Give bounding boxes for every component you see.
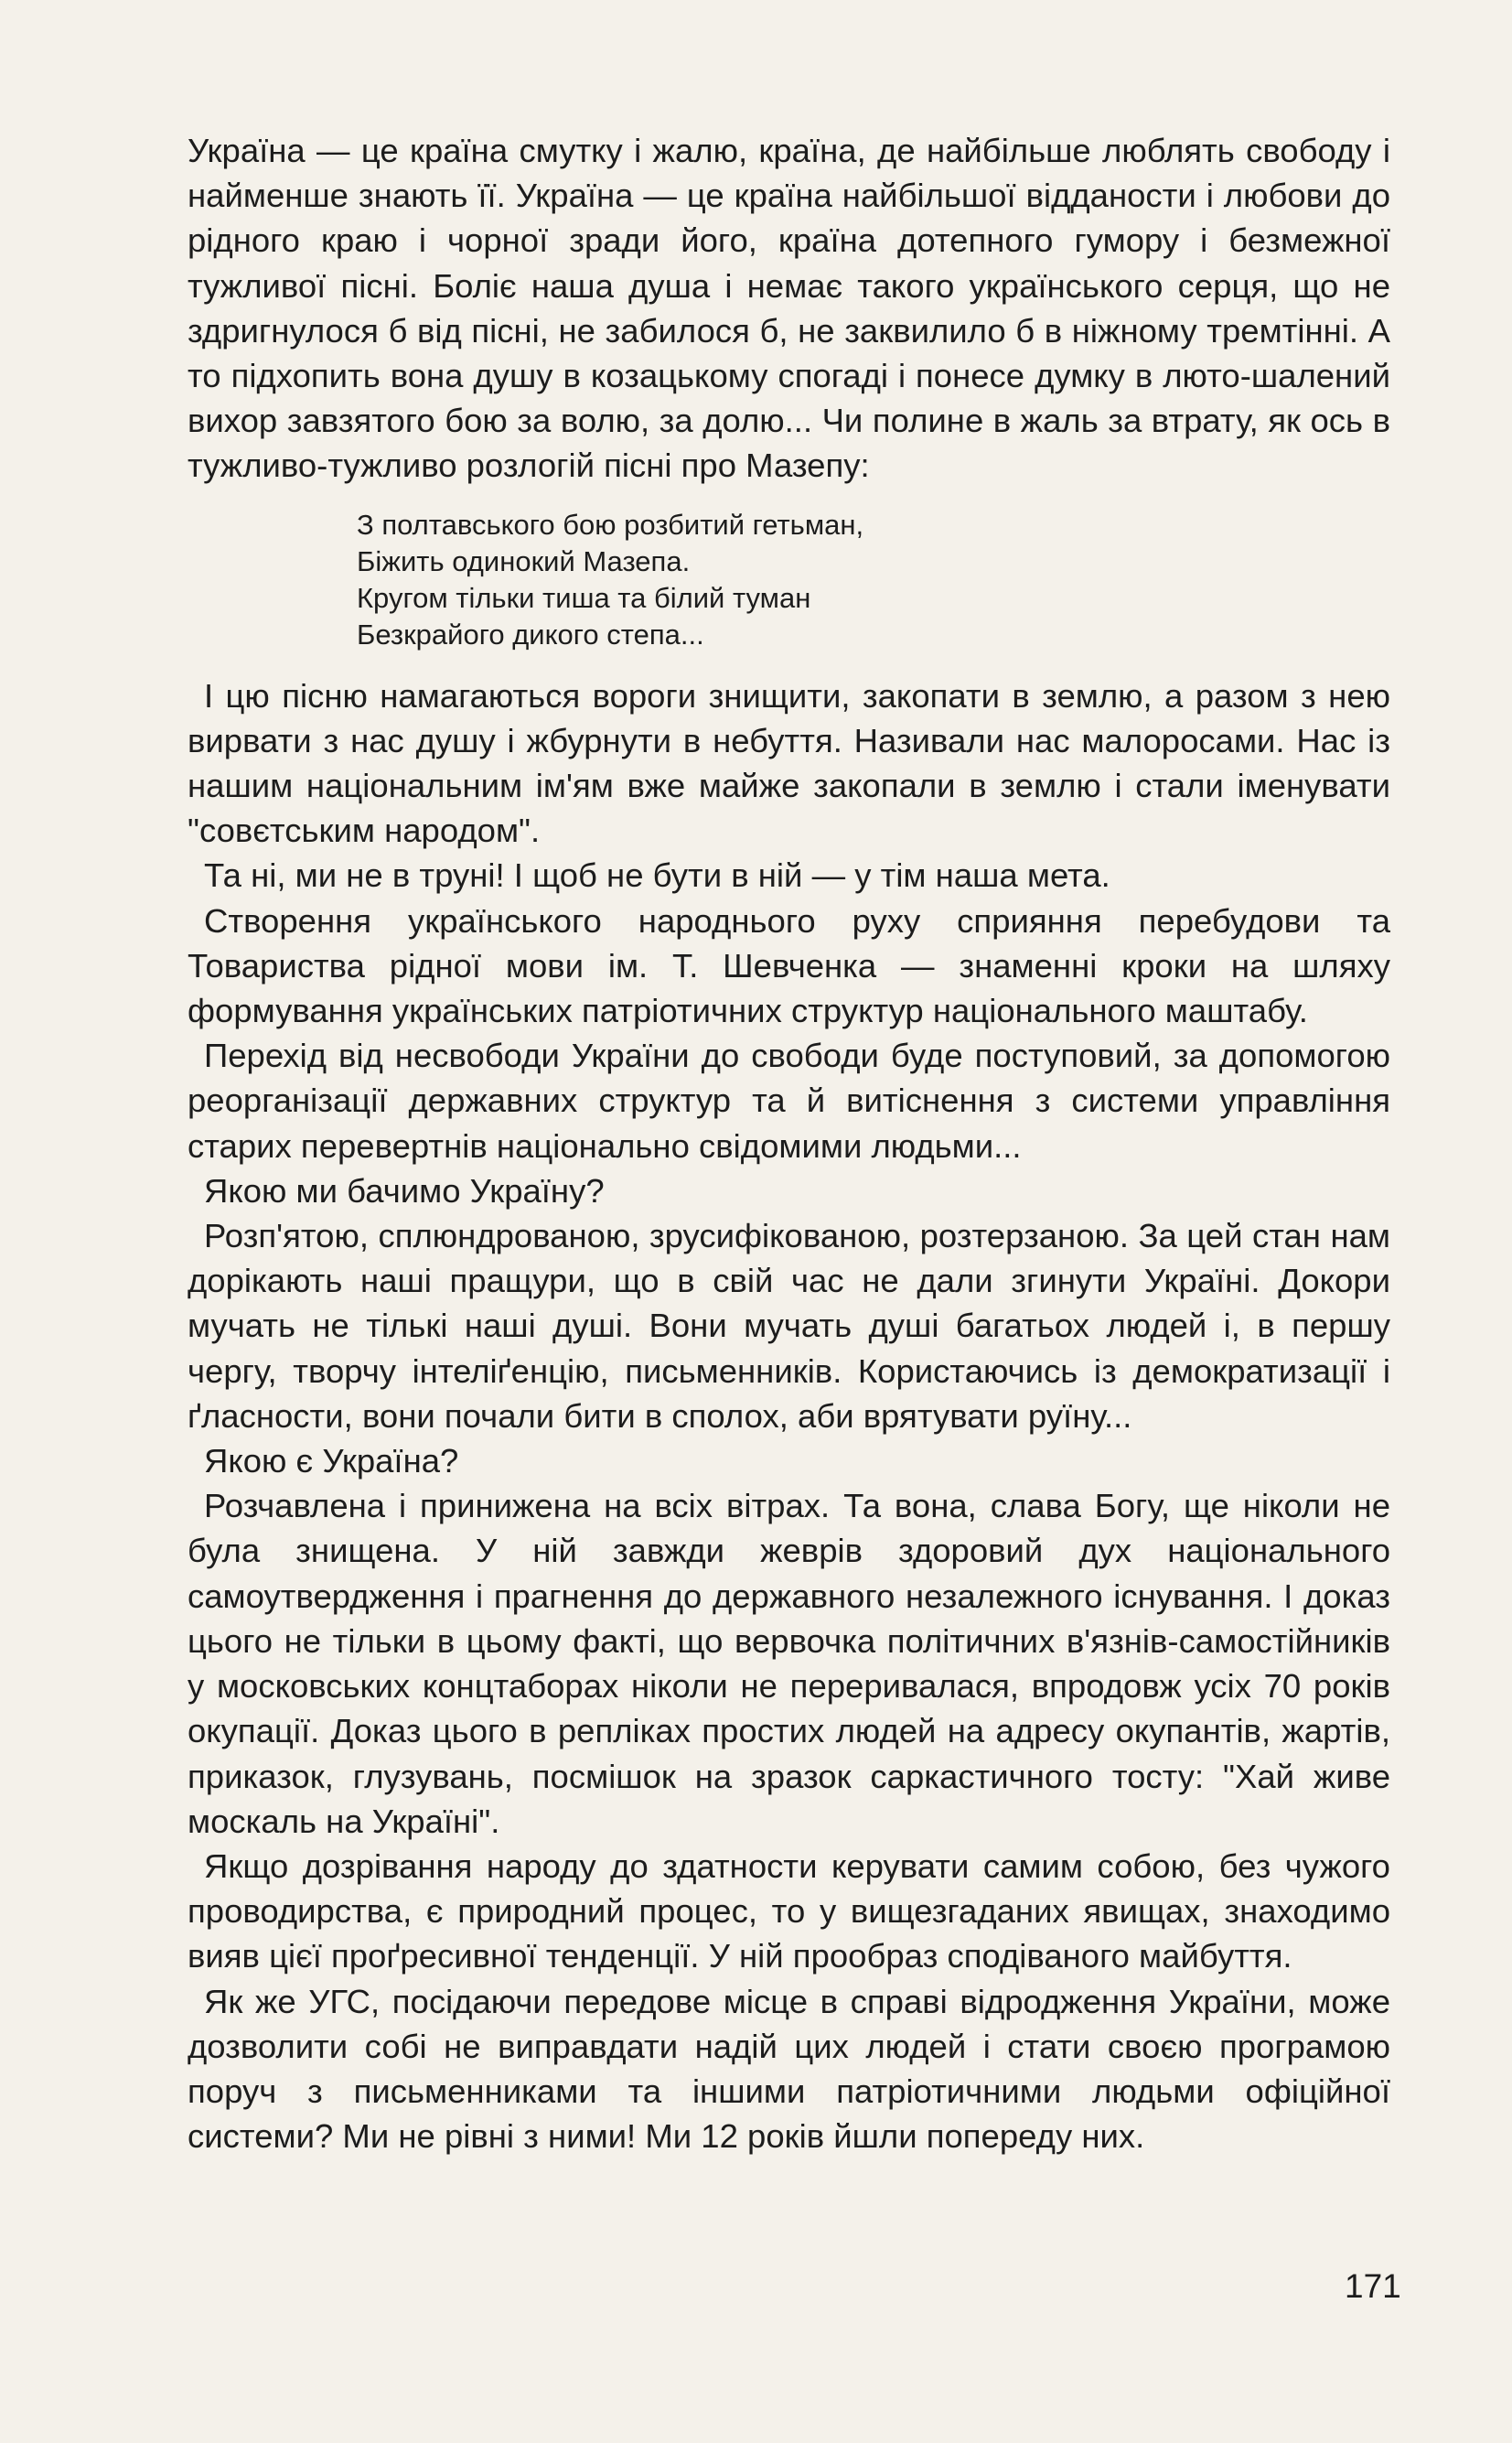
poem-line: Біжить одинокий Мазепа.: [357, 544, 691, 577]
page-text: [188, 128, 1390, 2158]
paragraph: Перехід від несвободи України до свободи буде поступовий, за допомогою реорганізації державних структур та й витіснення з системи управління старих перевертнів національно свідомими людьми...: [188, 1037, 1390, 1165]
paragraph: Та ні, ми не в труні! І щоб не бути в ній — у тім наша мета.: [204, 856, 1110, 895]
paragraph: Розп'ятою, сплюндрованою, зрусифікованою, розтерзаною. За цей стан нам дорікають наші пращури, що в свій час не дали згинути Україні. Докори мучать не тількі наші душі. Вони мучать душі багатьох людей і, в першу чергу, творчу інтеліґенцію, письменників. Користаючись із демократизації і ґласности, вони почали бити в сполох, аби врятувати руїну...: [188, 1217, 1390, 1435]
paragraph: Створення українського народнього руху сприяння перебудови та Товариства рідної мови ім. Т. Шевченка — знаменні кроки на шляху формування українських патріотичних структур національного маштабу.: [188, 901, 1390, 1030]
paragraph-question: Якою ми бачимо Україну?: [204, 1171, 605, 1210]
page-number: 171: [1345, 2267, 1401, 2305]
paragraph-intro: Україна — це країна смутку і жалю, країна, де найбільше люблять свободу і найменше знають її. Україна — це країна найбільшої відданости і любови до рідного краю і чорної зради його, країна дотепного гумору і безмежної тужливої пісні. Боліє наша душа і немає такого українського серця, що не здригнулося б від пісні, не забилося б, не заквилило б в ніжному тремтінні. А то підхопить вона душу в козацькому спогаді і понесе думку в люто-шалений вихор завзятого бою за волю, за долю... Чи полине в жаль за втрату, як ось в тужливо-тужливо розлогій пісні про Мазепу:: [188, 132, 1390, 485]
paragraph: Якщо дозрівання народу до здатности керувати самим собою, без чужого проводирства, є природний процес, то у вищезгаданих явищах, знаходимо вияв цієї проґресивної тенденції. У ній прообраз сподіваного майбуття.: [188, 1846, 1390, 1975]
poem-quote: [357, 507, 1390, 653]
poem-line: Безкрайого дикого степа...: [357, 618, 704, 651]
poem-line: Кругом тільки тиша та білий туман: [357, 581, 811, 614]
paragraph-question: Якою є Україна?: [204, 1442, 459, 1480]
poem-line: З полтавського бою розбитий гетьман,: [357, 508, 864, 541]
paragraph: І цю пісню намагаються вороги знищити, закопати в землю, а разом з нею вирвати з нас душу і жбурнути в небуття. Називали нас малоросами. Нас із нашим національним ім'ям вже майже закопали в землю і стали іменувати "совєтським народом".: [188, 676, 1390, 850]
paragraph: Як же УГС, посідаючи передове місце в справі відродження України, може дозволити собі не виправдати надій цих людей і стати своєю програмою поруч з письменниками та іншими патріотичними людьми офіційної системи? Ми не рівні з ними! Ми 12 років йшли попереду них.: [188, 1982, 1390, 2156]
paragraph: Розчавлена і принижена на всіх вітрах. Та вона, слава Богу, ще ніколи не була знищена. У ній завжди жеврів здоровий дух національного самоутвердження і прагнення до державного незалежного існування. І доказ цього не тільки в цьому факті, що вервочка політичних в'язнів-самостійників у московських концтаборах ніколи не переривалася, впродовж усіх 70 років окупації. Доказ цього в репліках простих людей на адресу окупантів, жартів, приказок, глузувань, посмішок на зразок саркастичного тосту: "Хай живе москаль на Україні".: [188, 1487, 1390, 1840]
